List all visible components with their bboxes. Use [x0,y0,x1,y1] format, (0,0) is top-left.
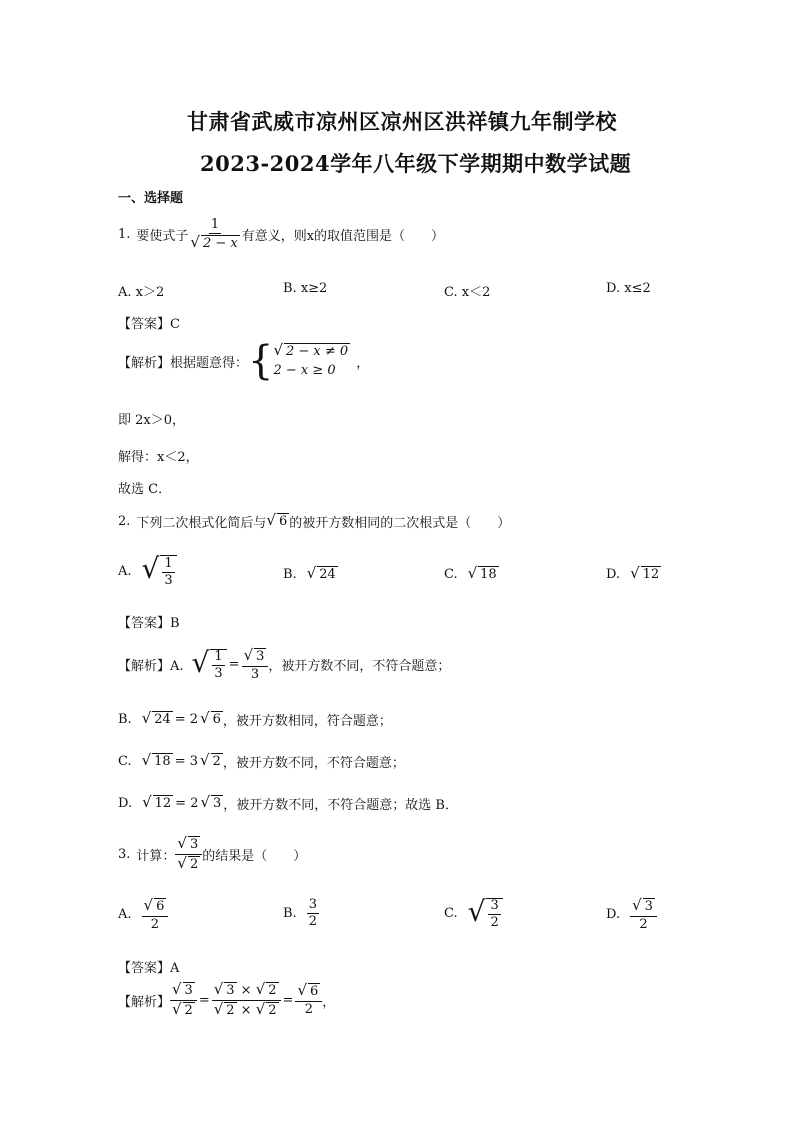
equals-sign: = [228,657,240,673]
radicand: 6 [212,712,221,728]
option-c [444,566,499,583]
sqrt-expression: √ 24 [141,709,171,728]
question-text: 下列二次根式化简后与 [136,516,267,531]
radicand: 6 [156,899,165,914]
analysis-label: 【解析】根据题意得： [118,355,249,371]
option-b [283,898,319,928]
option-c: C. x＜2 [444,285,491,300]
times-sign: × [236,1002,256,1018]
equals-sign: = [282,992,294,1008]
option-letter: C. [444,566,458,582]
radicand: 3 [213,796,222,812]
equation-middle: = 3 [174,754,198,769]
equals-sign: = [198,992,210,1008]
line-label: B. [118,712,132,727]
option-letter: A. [118,563,132,579]
radicand: 12 [154,796,172,812]
sqrt-expression: √ 24 [306,564,336,582]
option-c [444,895,503,930]
option-letter: C. [444,906,458,922]
title-line-1: 甘肃省武威市凉州区凉州区洪祥镇九年制学校 [187,109,617,134]
times-sign: × [236,982,256,998]
answer: 【答案】A [118,961,180,976]
option-letter: D. [606,566,621,582]
question-number: 2. [118,514,131,529]
fraction: √ 6 2 [295,983,322,1016]
system-line-1-expr: 2 − x ≠ 0 [286,343,349,359]
radicand: 3 [256,649,265,664]
step-3: 故选 C． [118,482,172,497]
section-heading: 一、选择题 [118,191,184,206]
analysis-text: ，被开方数不同，不符合题意；故选 B． [223,798,458,813]
fraction: √ 6 2 [142,898,169,931]
option-a [118,898,168,931]
radicand: 2 [226,1002,235,1018]
analysis-line-c [118,752,405,771]
equation-system [248,338,350,384]
sqrt-expression: √ 12 [142,793,172,812]
radicand: 24 [154,712,171,728]
sqrt-expression: √ $\frac{1}{3}$ [192,649,227,680]
fraction-denominator: 2 [304,1002,313,1018]
step-1: 即 2x＞0， [118,413,186,428]
question-text: 的被开方数相同的二次根式是（ ） [289,516,511,531]
line-label: C. [118,754,132,769]
option-b [283,566,338,583]
option-letter: A. [118,907,132,923]
comma: ， [356,355,370,371]
option-letter: B. [283,566,297,582]
analysis-line-a [118,645,451,682]
sqrt-expression: √ 18 [467,564,497,582]
radicand: 6 [309,984,319,1000]
option-letter: D. [606,907,621,923]
fraction-denominator [188,234,241,252]
sqrt-expression: √ 3 [200,793,222,812]
question-number: 3. [118,846,131,862]
fraction [188,218,241,251]
answer: 【答案】C [118,317,180,332]
radicand: 2 − x [202,235,238,251]
title-line-2: 2023-2024学年八年级下学期期中数学试题 [200,151,632,176]
line-label: D. [118,796,133,811]
radicand: 12 [642,567,660,582]
answer: 【答案】B [118,616,180,631]
question-number: 1. [118,227,131,243]
question-1 [118,218,444,251]
option-d [606,566,661,583]
question-text: 有意义，则x的取值范围是（ ） [241,229,445,245]
analysis-line-b [118,710,392,729]
fraction: √ 3 × √ 2 √ 2 × √ 2 [212,982,281,1018]
fraction-denominator: 2 [308,913,317,929]
radicand: 18 [154,754,171,770]
fraction-numerator: 1 [164,556,173,571]
analysis-label: 【解析】 [118,994,171,1010]
radicand: 2 [212,754,221,770]
question-text: 要使式子 [136,229,189,245]
brace-icon: { [248,338,274,384]
fraction: √ 3 √ 2 [175,836,202,872]
analysis-text: ，被开方数不同，不符合题意； [222,756,405,771]
analysis [118,338,370,384]
fraction [307,898,319,928]
analysis-label: 【解析】A. [118,659,184,675]
sqrt-expression: √ 2 − x [190,232,238,251]
option-b: B. x≥2 [283,281,328,296]
analysis-text: ，被开方数不同，不符合题意； [268,659,451,675]
analysis-text: ，被开方数相同，符合题意； [222,714,392,729]
fraction-numerator: 3 [490,898,499,913]
equation-middle: = 2 [174,712,199,727]
radicand: 24 [319,567,336,582]
option-letter: B. [283,905,297,921]
fraction-numerator: 1 [214,648,223,664]
sqrt-expression: √ 6 [200,709,221,728]
system-line-1: √ 2 − x ≠ 0 [273,340,349,359]
system-line-2: 2 − x ≥ 0 [273,363,336,378]
fraction-denominator: 3 [250,666,260,682]
comma: ， [322,994,336,1010]
analysis-line-d [118,794,458,813]
option-a: A. x＞2 [118,285,165,300]
radicand: 3 [184,983,193,998]
question-2 [118,512,510,531]
step-2: 解得：x＜2， [118,450,199,465]
fraction-numerator: 3 [308,897,317,912]
radicand: 2 [268,983,277,998]
sqrt-expression: √ 12 [630,564,660,582]
fraction-denominator: 2 [490,914,499,930]
fraction-denominator: 3 [214,665,223,681]
fraction-denominator: 2 [150,916,160,932]
fraction: √ 3 3 [242,648,269,681]
radicand: 3 [189,837,199,852]
equation-middle: = 2 [175,796,199,811]
fraction-numerator: 1 [210,217,220,232]
option-d: D. x≤2 [606,281,651,296]
radicand: 2 [189,856,199,872]
sqrt-expression: √ $\frac{3}{2}$ [468,898,503,929]
option-a [118,552,177,588]
question-text: 计算： [136,848,176,864]
sqrt-expression: √ 2 [200,751,221,770]
radicand: 3 [226,983,235,998]
question-3 [118,836,306,872]
fraction-denominator: 3 [164,572,173,588]
radicand: 6 [278,514,288,530]
radicand: 18 [480,567,497,582]
radicand: 2 [268,1002,277,1018]
question-text: 的结果是（ ） [202,848,307,864]
radicand: 3 [644,899,653,914]
sqrt-expression: √ 6 [266,511,288,530]
analysis [118,982,335,1018]
sqrt-expression: √ $\frac{1}{3}$ [142,555,177,587]
option-d [606,898,657,931]
fraction: √ 3 √ 2 [170,982,197,1018]
sqrt-expression: √ 18 [141,751,171,770]
fraction: √ 3 2 [630,898,657,931]
radicand: 2 [184,1002,193,1018]
fraction-denominator: 2 [639,916,648,932]
